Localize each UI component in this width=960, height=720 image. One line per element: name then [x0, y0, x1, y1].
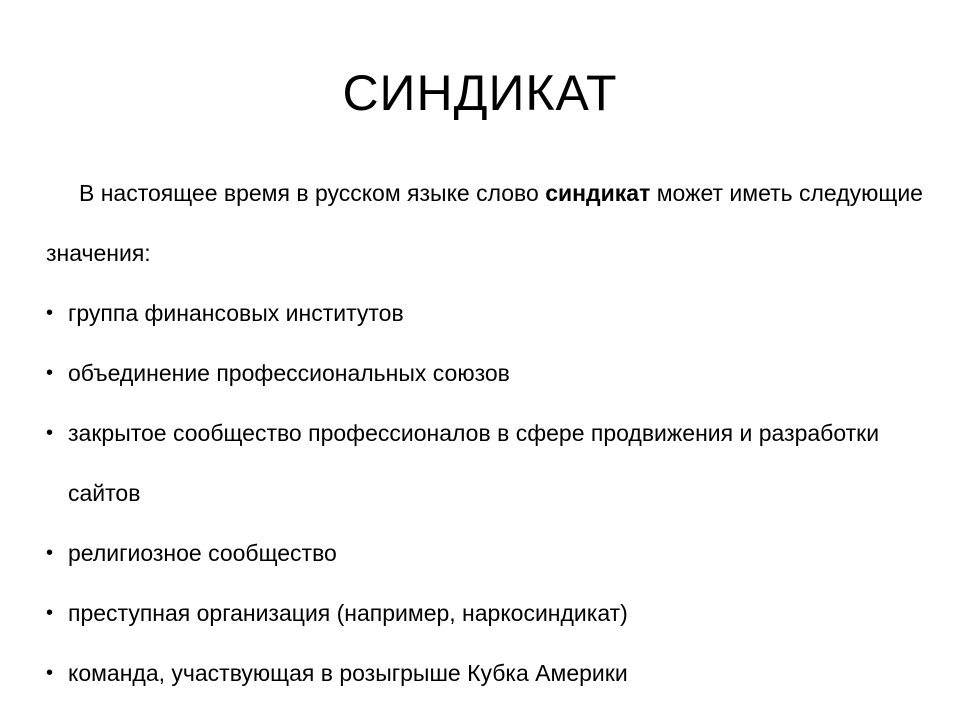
list-item [46, 283, 926, 343]
intro-text-after: может иметь следующие значения: [46, 180, 923, 266]
intro-paragraph [46, 163, 926, 283]
list-item [46, 403, 926, 523]
meanings-list [46, 283, 926, 703]
list-item-text: преступная организация (например, наркосиндикат) [68, 600, 628, 626]
bullet-icon: • [46, 662, 54, 684]
list-item-text: группа финансовых институтов [68, 300, 404, 326]
list-item [46, 583, 926, 643]
intro-text-before: В настоящее время в русском языке слово [79, 180, 546, 206]
list-item-text: закрытое сообщество профессионалов в сфере продвижения и разработки сайтов [68, 420, 880, 506]
slide-title: СИНДИКАТ [342, 65, 618, 121]
slide-body [46, 163, 926, 703]
list-item [46, 343, 926, 403]
list-item-text: объединение профессиональных союзов [68, 360, 510, 386]
intro-keyword: синдикат [545, 180, 651, 206]
bullet-icon: • [46, 302, 54, 324]
bullet-icon: • [46, 362, 54, 384]
bullet-icon: • [46, 542, 54, 564]
list-item-text: команда, участвующая в розыгрыше Кубка Америки [68, 660, 628, 686]
bullet-icon: • [46, 422, 54, 444]
bullet-icon: • [46, 602, 54, 624]
list-item-text: религиозное сообщество [68, 540, 337, 566]
list-item [46, 643, 926, 703]
list-item [46, 523, 926, 583]
